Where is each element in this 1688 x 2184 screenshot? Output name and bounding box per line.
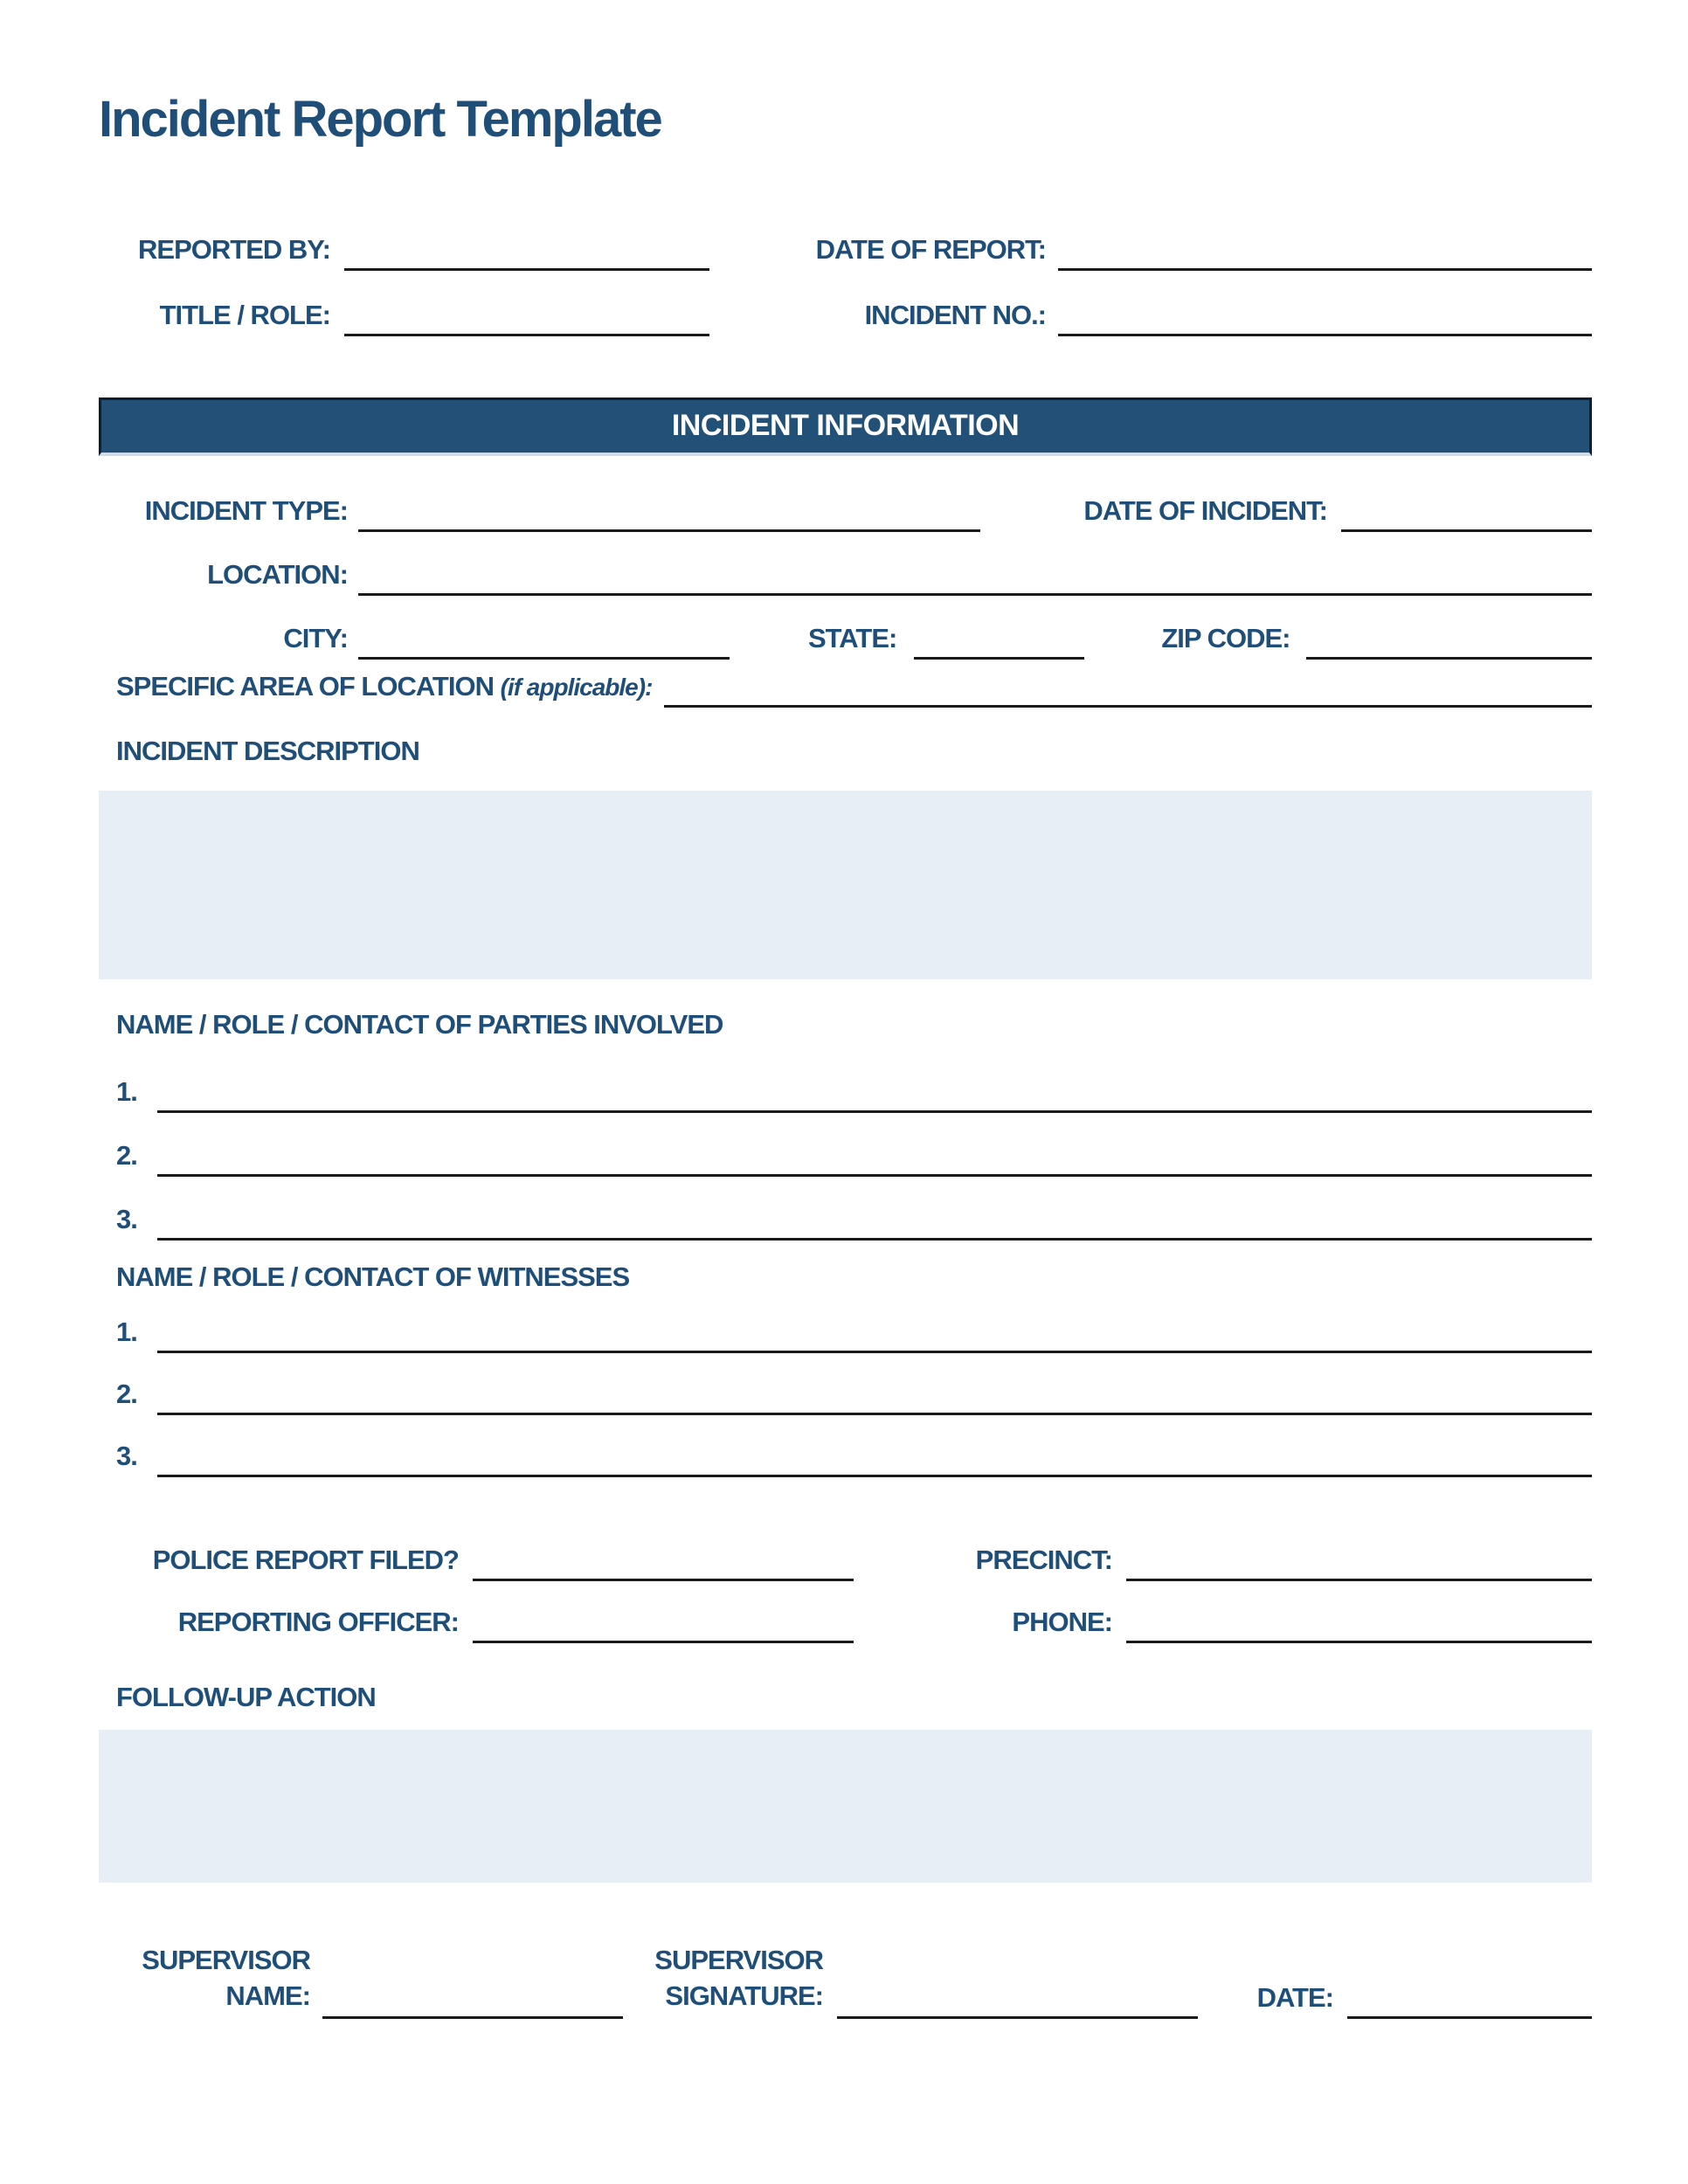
signoff-date-label: DATE: xyxy=(1256,1982,1333,2014)
city-state-zip-row xyxy=(99,622,1592,660)
reporter-row-2 xyxy=(99,299,1592,336)
date-of-report-label: DATE OF REPORT: xyxy=(815,234,1046,266)
witnesses-heading: NAME / ROLE / CONTACT OF WITNESSES xyxy=(116,1261,630,1292)
supervisor-name-label: SUPERVISOR NAME: xyxy=(142,1945,310,2011)
incident-description-heading: INCIDENT DESCRIPTION xyxy=(116,735,419,766)
incident-type-label: INCIDENT TYPE: xyxy=(144,495,348,527)
incident-no-group xyxy=(865,299,1592,336)
incident-information-banner xyxy=(99,397,1592,456)
party-3-input[interactable] xyxy=(157,1203,1592,1241)
party-3-number: 3. xyxy=(116,1204,137,1235)
party-2-input[interactable] xyxy=(157,1139,1592,1177)
reporter-row-1 xyxy=(99,233,1592,271)
city-label: CITY: xyxy=(283,623,348,654)
witness-3-input[interactable] xyxy=(157,1440,1592,1477)
party-2-number: 2. xyxy=(116,1140,137,1171)
signoff-date-group xyxy=(1257,1981,1592,2019)
specific-area-row xyxy=(99,670,1592,708)
reporting-officer-input[interactable] xyxy=(473,1606,854,1643)
police-report-filed-label: POLICE REPORT FILED? xyxy=(152,1544,459,1575)
title-role-input[interactable] xyxy=(344,299,709,336)
witness-row-2 xyxy=(99,1378,1592,1415)
precinct-input[interactable] xyxy=(1126,1544,1592,1581)
reported-by-label: REPORTED BY: xyxy=(138,234,330,266)
city-input[interactable] xyxy=(358,622,730,660)
reporting-officer-row xyxy=(99,1606,1592,1643)
police-report-row xyxy=(99,1544,1592,1581)
reporting-officer-label: REPORTING OFFICER: xyxy=(177,1606,459,1637)
supervisor-name-group xyxy=(99,1943,623,2019)
specific-area-input[interactable] xyxy=(664,670,1592,708)
party-1-input[interactable] xyxy=(157,1075,1592,1113)
location-row xyxy=(99,558,1592,596)
specific-area-label: SPECIFIC AREA OF LOCATION (if applicable): xyxy=(116,671,653,702)
witness-row-1 xyxy=(99,1316,1592,1353)
incident-no-label: INCIDENT NO.: xyxy=(864,300,1046,331)
date-of-incident-label: DATE OF INCIDENT: xyxy=(1083,495,1327,527)
incident-type-group xyxy=(99,494,980,532)
phone-input[interactable] xyxy=(1126,1606,1592,1643)
follow-up-action-textarea[interactable] xyxy=(99,1730,1592,1883)
date-of-incident-input[interactable] xyxy=(1341,494,1592,532)
incident-information-banner-title: INCIDENT INFORMATION xyxy=(671,409,1020,443)
party-row-3 xyxy=(99,1203,1592,1241)
supervisor-name-input[interactable] xyxy=(322,1981,623,2019)
date-of-incident-group xyxy=(1083,494,1592,532)
title-role-group xyxy=(99,299,709,336)
incident-type-input[interactable] xyxy=(358,494,980,532)
police-report-filed-group xyxy=(99,1544,854,1581)
signoff-row xyxy=(99,1943,1592,2019)
precinct-label: PRECINCT: xyxy=(975,1544,1112,1575)
reported-by-group xyxy=(99,233,709,271)
party-1-number: 1. xyxy=(116,1076,137,1108)
supervisor-signature-input[interactable] xyxy=(837,1981,1198,2019)
zip-code-label: ZIP CODE: xyxy=(1161,623,1290,654)
state-label: STATE: xyxy=(808,623,897,654)
incident-type-row xyxy=(99,494,1592,532)
date-of-report-group xyxy=(816,233,1592,271)
phone-label: PHONE: xyxy=(1012,1606,1112,1637)
follow-up-action-heading: FOLLOW-UP ACTION xyxy=(116,1681,376,1712)
location-input[interactable] xyxy=(358,558,1592,596)
police-report-filed-input[interactable] xyxy=(473,1544,854,1581)
witness-2-input[interactable] xyxy=(157,1378,1592,1415)
witness-1-number: 1. xyxy=(116,1316,137,1347)
incident-no-input[interactable] xyxy=(1058,299,1592,336)
state-input[interactable] xyxy=(914,622,1084,660)
location-label: LOCATION: xyxy=(207,559,348,591)
witness-row-3 xyxy=(99,1440,1592,1477)
party-row-2 xyxy=(99,1139,1592,1177)
precinct-group xyxy=(976,1544,1592,1581)
witness-1-input[interactable] xyxy=(157,1316,1592,1353)
parties-involved-heading: NAME / ROLE / CONTACT OF PARTIES INVOLVED xyxy=(116,1009,723,1040)
page-title: Incident Report Template xyxy=(99,91,661,148)
signoff-date-input[interactable] xyxy=(1347,1981,1592,2019)
witness-2-number: 2. xyxy=(116,1378,137,1409)
specific-area-qualifier: (if applicable): xyxy=(500,674,653,702)
reporting-officer-group xyxy=(99,1606,854,1643)
reported-by-input[interactable] xyxy=(344,233,709,271)
date-of-report-input[interactable] xyxy=(1058,233,1592,271)
supervisor-signature-label: SUPERVISOR SIGNATURE: xyxy=(654,1945,823,2011)
witness-3-number: 3. xyxy=(116,1440,137,1471)
title-role-label: TITLE / ROLE: xyxy=(159,300,330,331)
party-row-1 xyxy=(99,1075,1592,1113)
supervisor-signature-group xyxy=(623,1943,1198,2019)
incident-description-textarea[interactable] xyxy=(99,791,1592,979)
phone-group xyxy=(1012,1606,1592,1643)
zip-code-input[interactable] xyxy=(1306,622,1592,660)
